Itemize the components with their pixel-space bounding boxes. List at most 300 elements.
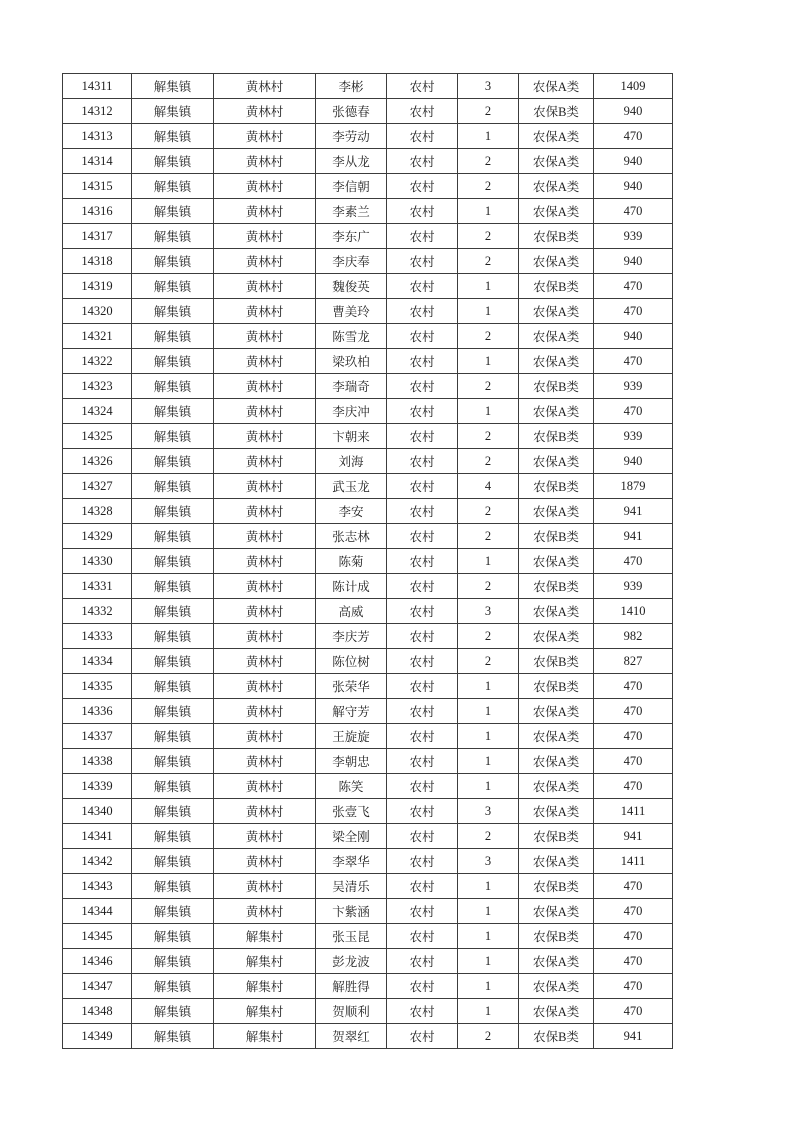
- amount: 940: [594, 99, 673, 124]
- person-name: 吴清乐: [316, 874, 387, 899]
- insurance-category: 农保A类: [519, 999, 594, 1024]
- insurance-category: 农保B类: [519, 1024, 594, 1049]
- insurance-category: 农保A类: [519, 974, 594, 999]
- town: 解集镇: [132, 349, 214, 374]
- insurance-category: 农保B类: [519, 674, 594, 699]
- village: 黄林村: [214, 249, 316, 274]
- person-name: 武玉龙: [316, 474, 387, 499]
- table-row: [63, 1024, 673, 1049]
- person-name: 高威: [316, 599, 387, 624]
- person-count: 2: [458, 374, 519, 399]
- village: 黄林村: [214, 749, 316, 774]
- person-name: 李翠华: [316, 849, 387, 874]
- amount: 1410: [594, 599, 673, 624]
- table-row: [63, 774, 673, 799]
- village: 黄林村: [214, 299, 316, 324]
- village: 黄林村: [214, 324, 316, 349]
- village: 黄林村: [214, 399, 316, 424]
- table-row: [63, 574, 673, 599]
- table-row: [63, 674, 673, 699]
- person-name: 彭龙波: [316, 949, 387, 974]
- person-count: 3: [458, 74, 519, 99]
- amount: 470: [594, 549, 673, 574]
- person-count: 1: [458, 274, 519, 299]
- town: 解集镇: [132, 374, 214, 399]
- village: 解集村: [214, 974, 316, 999]
- insurance-category: 农保B类: [519, 374, 594, 399]
- amount: 470: [594, 274, 673, 299]
- amount: 470: [594, 949, 673, 974]
- table-row: [63, 199, 673, 224]
- registry-id: 14343: [63, 874, 132, 899]
- insurance-category: 农保B类: [519, 924, 594, 949]
- person-name: 李庆冲: [316, 399, 387, 424]
- person-name: 陈位树: [316, 649, 387, 674]
- person-count: 1: [458, 199, 519, 224]
- table-row: [63, 799, 673, 824]
- residence-type: 农村: [387, 499, 458, 524]
- residence-type: 农村: [387, 149, 458, 174]
- person-count: 1: [458, 549, 519, 574]
- residence-type: 农村: [387, 549, 458, 574]
- insurance-category: 农保A类: [519, 849, 594, 874]
- table-row: [63, 924, 673, 949]
- town: 解集镇: [132, 199, 214, 224]
- insurance-category: 农保B类: [519, 224, 594, 249]
- table-row: [63, 949, 673, 974]
- residence-type: 农村: [387, 249, 458, 274]
- town: 解集镇: [132, 599, 214, 624]
- village: 黄林村: [214, 124, 316, 149]
- residence-type: 农村: [387, 324, 458, 349]
- town: 解集镇: [132, 124, 214, 149]
- residence-type: 农村: [387, 674, 458, 699]
- town: 解集镇: [132, 299, 214, 324]
- person-name: 刘海: [316, 449, 387, 474]
- person-name: 李庆芳: [316, 624, 387, 649]
- table-row: [63, 624, 673, 649]
- residence-type: 农村: [387, 999, 458, 1024]
- person-count: 1: [458, 399, 519, 424]
- amount: 939: [594, 374, 673, 399]
- amount: 470: [594, 399, 673, 424]
- amount: 470: [594, 124, 673, 149]
- insurance-category: 农保B类: [519, 574, 594, 599]
- town: 解集镇: [132, 549, 214, 574]
- village: 黄林村: [214, 574, 316, 599]
- person-count: 2: [458, 499, 519, 524]
- person-name: 李庆奉: [316, 249, 387, 274]
- table-row: [63, 274, 673, 299]
- insurance-category: 农保B类: [519, 424, 594, 449]
- person-name: 张壹飞: [316, 799, 387, 824]
- amount: 470: [594, 749, 673, 774]
- subsidy-roster-table: [62, 73, 673, 1049]
- amount: 939: [594, 574, 673, 599]
- person-name: 张志林: [316, 524, 387, 549]
- person-count: 1: [458, 674, 519, 699]
- person-name: 王旋旋: [316, 724, 387, 749]
- person-name: 卞紫涵: [316, 899, 387, 924]
- amount: 470: [594, 199, 673, 224]
- table-row: [63, 124, 673, 149]
- person-name: 陈雪龙: [316, 324, 387, 349]
- amount: 470: [594, 999, 673, 1024]
- person-count: 2: [458, 424, 519, 449]
- table-row: [63, 499, 673, 524]
- registry-id: 14335: [63, 674, 132, 699]
- insurance-category: 农保A类: [519, 399, 594, 424]
- person-count: 2: [458, 449, 519, 474]
- town: 解集镇: [132, 99, 214, 124]
- table-row: [63, 174, 673, 199]
- table-row: [63, 524, 673, 549]
- town: 解集镇: [132, 574, 214, 599]
- amount: 939: [594, 424, 673, 449]
- person-count: 1: [458, 874, 519, 899]
- amount: 941: [594, 524, 673, 549]
- person-count: 1: [458, 774, 519, 799]
- village: 黄林村: [214, 799, 316, 824]
- person-name: 李从龙: [316, 149, 387, 174]
- registry-id: 14334: [63, 649, 132, 674]
- insurance-category: 农保A类: [519, 199, 594, 224]
- table-row: [63, 99, 673, 124]
- table-row: [63, 749, 673, 774]
- person-name: 贺顺利: [316, 999, 387, 1024]
- person-count: 2: [458, 174, 519, 199]
- insurance-category: 农保A类: [519, 249, 594, 274]
- residence-type: 农村: [387, 974, 458, 999]
- village: 黄林村: [214, 499, 316, 524]
- town: 解集镇: [132, 149, 214, 174]
- residence-type: 农村: [387, 424, 458, 449]
- village: 黄林村: [214, 824, 316, 849]
- residence-type: 农村: [387, 824, 458, 849]
- village: 黄林村: [214, 674, 316, 699]
- town: 解集镇: [132, 899, 214, 924]
- residence-type: 农村: [387, 174, 458, 199]
- town: 解集镇: [132, 474, 214, 499]
- person-count: 2: [458, 149, 519, 174]
- town: 解集镇: [132, 874, 214, 899]
- registry-id: 14340: [63, 799, 132, 824]
- amount: 941: [594, 824, 673, 849]
- amount: 470: [594, 299, 673, 324]
- town: 解集镇: [132, 499, 214, 524]
- person-name: 梁全刚: [316, 824, 387, 849]
- residence-type: 农村: [387, 624, 458, 649]
- person-count: 2: [458, 324, 519, 349]
- town: 解集镇: [132, 699, 214, 724]
- registry-id: 14339: [63, 774, 132, 799]
- town: 解集镇: [132, 649, 214, 674]
- insurance-category: 农保B类: [519, 824, 594, 849]
- insurance-category: 农保A类: [519, 324, 594, 349]
- village: 黄林村: [214, 624, 316, 649]
- residence-type: 农村: [387, 374, 458, 399]
- person-name: 李素兰: [316, 199, 387, 224]
- town: 解集镇: [132, 824, 214, 849]
- table-row: [63, 324, 673, 349]
- person-count: 2: [458, 624, 519, 649]
- table-row: [63, 849, 673, 874]
- residence-type: 农村: [387, 299, 458, 324]
- registry-id: 14324: [63, 399, 132, 424]
- table-row: [63, 899, 673, 924]
- registry-id: 14338: [63, 749, 132, 774]
- registry-id: 14328: [63, 499, 132, 524]
- insurance-category: 农保A类: [519, 949, 594, 974]
- residence-type: 农村: [387, 699, 458, 724]
- person-count: 2: [458, 1024, 519, 1049]
- amount: 1411: [594, 799, 673, 824]
- table-row: [63, 724, 673, 749]
- amount: 982: [594, 624, 673, 649]
- person-count: 3: [458, 849, 519, 874]
- person-count: 3: [458, 799, 519, 824]
- registry-id: 14312: [63, 99, 132, 124]
- person-name: 解胜得: [316, 974, 387, 999]
- residence-type: 农村: [387, 224, 458, 249]
- town: 解集镇: [132, 799, 214, 824]
- amount: 1409: [594, 74, 673, 99]
- town: 解集镇: [132, 974, 214, 999]
- person-name: 陈笑: [316, 774, 387, 799]
- residence-type: 农村: [387, 949, 458, 974]
- insurance-category: 农保B类: [519, 524, 594, 549]
- table-row: [63, 549, 673, 574]
- person-count: 1: [458, 699, 519, 724]
- town: 解集镇: [132, 724, 214, 749]
- town: 解集镇: [132, 1024, 214, 1049]
- person-name: 陈菊: [316, 549, 387, 574]
- amount: 470: [594, 874, 673, 899]
- insurance-category: 农保A类: [519, 124, 594, 149]
- amount: 940: [594, 449, 673, 474]
- amount: 827: [594, 649, 673, 674]
- table-row: [63, 874, 673, 899]
- person-name: 李彬: [316, 74, 387, 99]
- table-row: [63, 149, 673, 174]
- village: 黄林村: [214, 74, 316, 99]
- registry-id: 14337: [63, 724, 132, 749]
- registry-id: 14315: [63, 174, 132, 199]
- insurance-category: 农保A类: [519, 899, 594, 924]
- town: 解集镇: [132, 624, 214, 649]
- table-row: [63, 999, 673, 1024]
- village: 黄林村: [214, 849, 316, 874]
- insurance-category: 农保B类: [519, 874, 594, 899]
- registry-id: 14314: [63, 149, 132, 174]
- residence-type: 农村: [387, 1024, 458, 1049]
- person-name: 李信朝: [316, 174, 387, 199]
- town: 解集镇: [132, 249, 214, 274]
- village: 黄林村: [214, 549, 316, 574]
- table-row: [63, 824, 673, 849]
- insurance-category: 农保A类: [519, 624, 594, 649]
- residence-type: 农村: [387, 274, 458, 299]
- person-count: 4: [458, 474, 519, 499]
- town: 解集镇: [132, 399, 214, 424]
- registry-id: 14322: [63, 349, 132, 374]
- town: 解集镇: [132, 74, 214, 99]
- residence-type: 农村: [387, 199, 458, 224]
- person-name: 张荣华: [316, 674, 387, 699]
- person-count: 1: [458, 924, 519, 949]
- village: 黄林村: [214, 199, 316, 224]
- registry-id: 14321: [63, 324, 132, 349]
- town: 解集镇: [132, 774, 214, 799]
- amount: 940: [594, 149, 673, 174]
- residence-type: 农村: [387, 799, 458, 824]
- village: 黄林村: [214, 174, 316, 199]
- table-body: [63, 74, 673, 1049]
- person-count: 1: [458, 749, 519, 774]
- registry-id: 14316: [63, 199, 132, 224]
- insurance-category: 农保A类: [519, 149, 594, 174]
- registry-id: 14327: [63, 474, 132, 499]
- village: 黄林村: [214, 699, 316, 724]
- registry-id: 14311: [63, 74, 132, 99]
- amount: 470: [594, 724, 673, 749]
- person-count: 1: [458, 724, 519, 749]
- registry-id: 14317: [63, 224, 132, 249]
- person-name: 张德春: [316, 99, 387, 124]
- table-row: [63, 249, 673, 274]
- town: 解集镇: [132, 749, 214, 774]
- village: 解集村: [214, 924, 316, 949]
- person-name: 李劳动: [316, 124, 387, 149]
- registry-id: 14344: [63, 899, 132, 924]
- table-row: [63, 399, 673, 424]
- person-count: 2: [458, 224, 519, 249]
- village: 黄林村: [214, 774, 316, 799]
- registry-id: 14313: [63, 124, 132, 149]
- amount: 470: [594, 774, 673, 799]
- table-row: [63, 224, 673, 249]
- residence-type: 农村: [387, 349, 458, 374]
- insurance-category: 农保B类: [519, 474, 594, 499]
- person-count: 1: [458, 299, 519, 324]
- registry-id: 14326: [63, 449, 132, 474]
- registry-id: 14333: [63, 624, 132, 649]
- village: 黄林村: [214, 474, 316, 499]
- village: 黄林村: [214, 524, 316, 549]
- person-name: 魏俊英: [316, 274, 387, 299]
- person-count: 3: [458, 599, 519, 624]
- town: 解集镇: [132, 949, 214, 974]
- registry-id: 14329: [63, 524, 132, 549]
- registry-id: 14342: [63, 849, 132, 874]
- person-count: 2: [458, 249, 519, 274]
- village: 黄林村: [214, 424, 316, 449]
- person-name: 卞朝来: [316, 424, 387, 449]
- person-name: 贺翠红: [316, 1024, 387, 1049]
- table-row: [63, 699, 673, 724]
- person-name: 李安: [316, 499, 387, 524]
- village: 黄林村: [214, 649, 316, 674]
- registry-id: 14336: [63, 699, 132, 724]
- residence-type: 农村: [387, 99, 458, 124]
- insurance-category: 农保A类: [519, 449, 594, 474]
- residence-type: 农村: [387, 749, 458, 774]
- table-row: [63, 599, 673, 624]
- amount: 940: [594, 324, 673, 349]
- residence-type: 农村: [387, 724, 458, 749]
- person-name: 李东广: [316, 224, 387, 249]
- residence-type: 农村: [387, 124, 458, 149]
- person-name: 李朝忠: [316, 749, 387, 774]
- registry-id: 14331: [63, 574, 132, 599]
- residence-type: 农村: [387, 924, 458, 949]
- registry-id: 14323: [63, 374, 132, 399]
- table-row: [63, 649, 673, 674]
- amount: 940: [594, 174, 673, 199]
- village: 解集村: [214, 1024, 316, 1049]
- registry-id: 14346: [63, 949, 132, 974]
- village: 黄林村: [214, 374, 316, 399]
- town: 解集镇: [132, 274, 214, 299]
- person-name: 李瑞奇: [316, 374, 387, 399]
- person-count: 1: [458, 999, 519, 1024]
- insurance-category: 农保A类: [519, 774, 594, 799]
- residence-type: 农村: [387, 524, 458, 549]
- person-count: 1: [458, 124, 519, 149]
- person-name: 陈计成: [316, 574, 387, 599]
- table-row: [63, 349, 673, 374]
- person-name: 张玉昆: [316, 924, 387, 949]
- amount: 470: [594, 699, 673, 724]
- registry-id: 14332: [63, 599, 132, 624]
- person-count: 1: [458, 949, 519, 974]
- registry-id: 14330: [63, 549, 132, 574]
- residence-type: 农村: [387, 399, 458, 424]
- residence-type: 农村: [387, 849, 458, 874]
- person-name: 曹美玲: [316, 299, 387, 324]
- residence-type: 农村: [387, 874, 458, 899]
- village: 黄林村: [214, 224, 316, 249]
- amount: 470: [594, 974, 673, 999]
- registry-id: 14325: [63, 424, 132, 449]
- registry-id: 14341: [63, 824, 132, 849]
- insurance-category: 农保A类: [519, 699, 594, 724]
- village: 黄林村: [214, 874, 316, 899]
- residence-type: 农村: [387, 474, 458, 499]
- registry-id: 14319: [63, 274, 132, 299]
- table-row: [63, 424, 673, 449]
- table-row: [63, 449, 673, 474]
- village: 黄林村: [214, 274, 316, 299]
- table-row: [63, 74, 673, 99]
- town: 解集镇: [132, 674, 214, 699]
- residence-type: 农村: [387, 649, 458, 674]
- person-count: 2: [458, 574, 519, 599]
- amount: 470: [594, 924, 673, 949]
- person-count: 1: [458, 974, 519, 999]
- village: 黄林村: [214, 149, 316, 174]
- person-count: 1: [458, 349, 519, 374]
- village: 解集村: [214, 999, 316, 1024]
- person-name: 梁玖柏: [316, 349, 387, 374]
- village: 黄林村: [214, 899, 316, 924]
- person-count: 2: [458, 649, 519, 674]
- amount: 470: [594, 674, 673, 699]
- village: 解集村: [214, 949, 316, 974]
- town: 解集镇: [132, 224, 214, 249]
- town: 解集镇: [132, 524, 214, 549]
- town: 解集镇: [132, 999, 214, 1024]
